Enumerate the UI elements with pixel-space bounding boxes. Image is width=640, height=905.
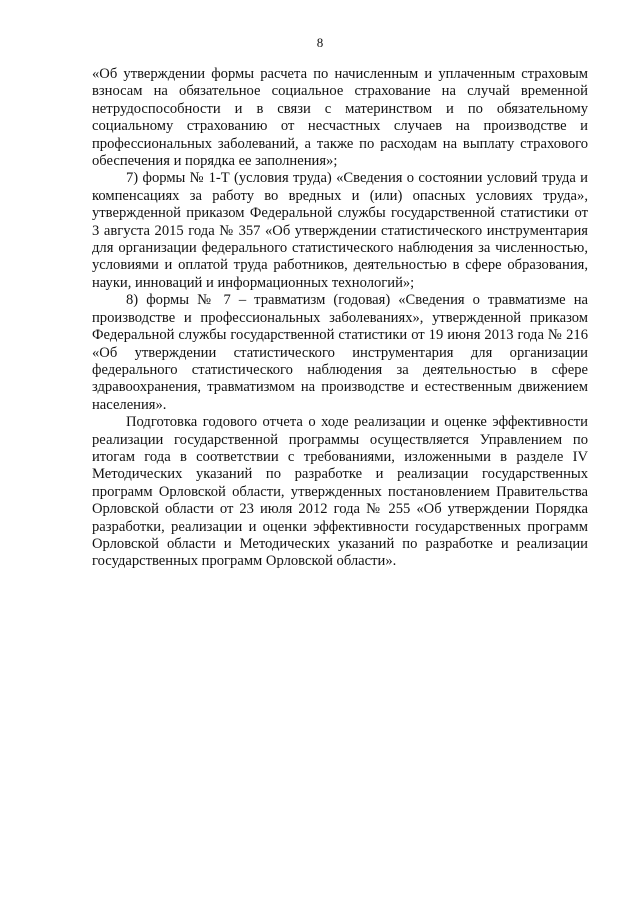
paragraph-item-8: 8) формы № 7 – травматизм (годовая) «Сведения о травматизме на производстве и профессиональных заболеваниях», утвержденной приказом Федеральной службы государственной статистики от 19 июня 2013 года № 216 «Об утверждении статистического инструментария для организации федерального статистического наблюдения за деятельностью в сфере здравоохранения, травматизмом на производстве и естественным движением населения». <box>92 292 588 413</box>
page-number: 8 <box>316 35 324 50</box>
paragraph-item-7: 7) формы № 1-Т (условия труда) «Сведения о состоянии условий труда и компенсациях за работу во вредных и (или) опасных условиях труда», утвержденной приказом Федеральной службы государственной статистики от 3 августа 2015 года № 357 «Об утверждении статистического инструментария для организации федерального статистического наблюдения за численностью, условиями и оплатой труда работников, деятельностью в сфере образования, науки, инноваций и информационных технологий»; <box>92 170 588 291</box>
paragraph-continuation: «Об утверждении формы расчета по начисленным и уплаченным страховым взносам на обязательное социальное страхование на случай временной нетрудоспособности и в связи с материнством и по обязательному социальному страхованию от несчастных случаев на производстве и профессиональных заболеваний, а также по расходам на выплату страхового обеспечения и порядка ее заполнения»; <box>92 66 588 170</box>
document-body <box>92 66 588 571</box>
paragraph-annual-report: Подготовка годового отчета о ходе реализации и оценке эффективности реализации государственной программы осуществляется Управлением по итогам года в соответствии с требованиями, изложенными в разделе IV Методических указаний по разработке и реализации государственных программ Орловской области, утвержденных постановлением Правительства Орловской области от 23 июля 2012 года № 255 «Об утверждении Порядка разработки, реализации и оценки эффективности государственных программ Орловской области и Методических указаний по разработке и реализации государственных программ Орловской области». <box>92 414 588 570</box>
